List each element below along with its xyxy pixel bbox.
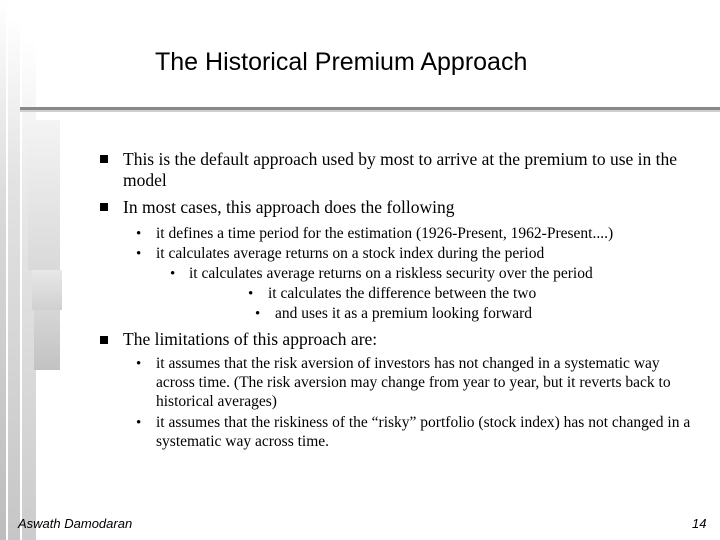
sub-bullet-icon: • — [136, 246, 142, 262]
step-text: it calculates average returns on a riskless security over the period — [189, 265, 593, 282]
title-divider-shadow — [20, 110, 720, 112]
side-bar — [28, 120, 60, 270]
bullet-text: This is the default approach used by most to arrive at the premium to use in the model — [123, 149, 678, 190]
side-bar — [0, 0, 6, 540]
decorative-side-bars — [0, 0, 80, 540]
sub-bullet-icon: • — [136, 226, 142, 242]
slide-title: The Historical Premium Approach — [155, 48, 528, 76]
step-text: and uses it as a premium looking forward — [275, 305, 532, 322]
sub-bullet-icon: • — [136, 415, 142, 431]
square-bullet-icon — [100, 203, 108, 211]
square-bullet-icon — [100, 336, 108, 344]
sub-bullet-icon: • — [255, 306, 261, 322]
bullet-text: In most cases, this approach does the following — [123, 197, 455, 217]
bullet-text: The limitations of this approach are: — [123, 329, 378, 349]
step-text: it calculates the difference between the two — [268, 285, 537, 302]
square-bullet-icon — [100, 155, 108, 163]
step-text: it calculates average returns on a stock index during the period — [156, 245, 545, 262]
limitation-text: it assumes that the riskiness of the “risky” portfolio (stock index) has not changed in a systematic way across time. — [156, 414, 691, 450]
footer-author: Aswath Damodaran — [18, 516, 133, 531]
side-bar — [32, 270, 62, 310]
side-bar — [34, 310, 60, 370]
limitation-text: it assumes that the risk aversion of investors has not changed in a systematic way across time. (The risk aversion may change from year to year, but it reverts back to historical averages) — [156, 355, 671, 410]
sub-bullet-icon: • — [248, 286, 254, 302]
step-text: it defines a time period for the estimation (1926-Present, 1962-Present....) — [156, 225, 614, 242]
page-number: 14 — [692, 516, 707, 531]
sub-bullet-icon: • — [170, 266, 176, 282]
side-bar — [8, 18, 20, 540]
sub-bullet-icon: • — [136, 356, 142, 372]
